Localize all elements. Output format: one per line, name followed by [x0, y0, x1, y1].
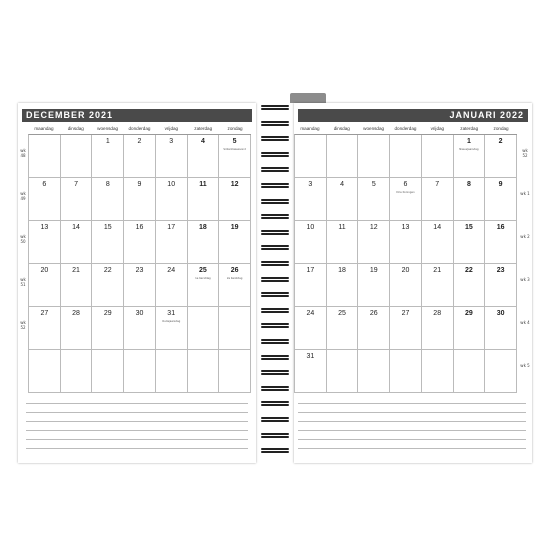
- day-cell[interactable]: [188, 221, 220, 264]
- day-cell[interactable]: [92, 264, 124, 307]
- day-number: 21: [433, 267, 442, 274]
- day-cell[interactable]: [422, 135, 454, 178]
- day-cell[interactable]: [188, 350, 220, 393]
- spiral-ring: [261, 167, 289, 173]
- day-cell[interactable]: [358, 264, 390, 307]
- day-cell[interactable]: [422, 350, 454, 393]
- day-number: 4: [200, 138, 205, 145]
- day-cell[interactable]: [485, 264, 517, 307]
- weekday-label: zaterdag: [460, 126, 479, 131]
- spiral-ring: [261, 401, 289, 407]
- day-cell[interactable]: [156, 178, 188, 221]
- day-cell[interactable]: [327, 264, 359, 307]
- day-number: 10: [306, 224, 315, 231]
- day-cell[interactable]: [390, 178, 422, 221]
- week-number: wk 5: [520, 363, 530, 368]
- day-number: 13: [401, 224, 410, 231]
- weekday-label: dinsdag: [67, 126, 84, 131]
- day-cell[interactable]: [295, 178, 327, 221]
- day-number: 16: [496, 224, 505, 231]
- day-cell[interactable]: [454, 350, 486, 393]
- day-cell[interactable]: [61, 178, 93, 221]
- day-cell[interactable]: [61, 135, 93, 178]
- day-cell[interactable]: [454, 307, 486, 350]
- day-cell[interactable]: [156, 135, 188, 178]
- spiral-ring: [261, 370, 289, 376]
- spiral-ring: [261, 183, 289, 189]
- day-cell[interactable]: [422, 221, 454, 264]
- holiday-note: 1e Kerstdag: [195, 277, 211, 280]
- weekday-label: vrijdag: [430, 126, 445, 131]
- day-number: 6: [42, 181, 47, 188]
- week-number: wk 2: [520, 234, 530, 239]
- day-number: 10: [167, 181, 176, 188]
- spiral-ring: [261, 136, 289, 142]
- weekday-label: vrijdag: [164, 126, 179, 131]
- day-number: 11: [338, 224, 346, 231]
- spiral-ring: [261, 323, 289, 329]
- day-number: 28: [72, 310, 80, 317]
- day-cell[interactable]: [295, 350, 327, 393]
- spiral-ring: [261, 292, 289, 298]
- day-number: 27: [40, 310, 49, 317]
- weekday-header: [294, 124, 517, 134]
- day-cell[interactable]: [390, 307, 422, 350]
- holiday-note: Sinterklaasavond: [223, 148, 246, 151]
- day-number: 19: [230, 224, 239, 231]
- day-number: 9: [137, 181, 142, 188]
- day-number: 26: [369, 310, 378, 317]
- day-number: 29: [103, 310, 112, 317]
- day-cell[interactable]: [124, 307, 156, 350]
- spiral-ring: [261, 355, 289, 361]
- day-cell[interactable]: [61, 264, 93, 307]
- day-cell[interactable]: [124, 135, 156, 178]
- day-cell[interactable]: [156, 307, 188, 350]
- day-cell[interactable]: [295, 264, 327, 307]
- weekday-label: donderdag: [128, 126, 151, 131]
- day-number: 17: [167, 224, 176, 231]
- day-cell[interactable]: [327, 178, 359, 221]
- spiral-ring: [261, 214, 289, 220]
- day-number: 15: [103, 224, 112, 231]
- day-number: 6: [403, 181, 408, 188]
- day-number: 31: [306, 353, 315, 360]
- day-cell[interactable]: [124, 221, 156, 264]
- day-number: 12: [230, 181, 239, 188]
- holiday-note: Nieuwjaarsdag: [459, 148, 479, 151]
- week-number: wk 51: [20, 277, 26, 287]
- day-number: 12: [369, 224, 378, 231]
- day-number: 26: [230, 267, 239, 274]
- day-cell[interactable]: [327, 350, 359, 393]
- day-cell[interactable]: [219, 264, 251, 307]
- day-number: 8: [466, 181, 471, 188]
- day-cell[interactable]: [156, 264, 188, 307]
- day-number: 16: [135, 224, 144, 231]
- week-number: wk 48: [20, 148, 26, 158]
- day-cell[interactable]: [295, 221, 327, 264]
- day-cell[interactable]: [390, 264, 422, 307]
- day-cell[interactable]: [358, 307, 390, 350]
- weekday-label: woensdag: [363, 126, 385, 131]
- month-title-december: DECEMBER 2021: [22, 109, 252, 122]
- day-number: 31: [167, 310, 176, 317]
- january-page: [294, 103, 532, 463]
- week-number: wk 1: [520, 191, 530, 196]
- weekday-label: zaterdag: [194, 126, 213, 131]
- day-cell[interactable]: [188, 135, 220, 178]
- day-cell[interactable]: [124, 350, 156, 393]
- day-cell[interactable]: [295, 307, 327, 350]
- day-number: 2: [137, 138, 142, 145]
- day-cell[interactable]: [188, 178, 220, 221]
- day-cell[interactable]: [92, 178, 124, 221]
- day-number: 21: [72, 267, 80, 274]
- spiral-ring: [261, 386, 289, 392]
- day-number: 24: [167, 267, 176, 274]
- day-number: 27: [401, 310, 410, 317]
- spiral-ring: [261, 152, 289, 158]
- week-number: wk 4: [520, 320, 530, 325]
- weekday-label: zondag: [493, 126, 509, 131]
- day-cell[interactable]: [156, 350, 188, 393]
- day-number: 18: [199, 224, 207, 231]
- day-number: 25: [338, 310, 346, 317]
- day-number: 3: [308, 181, 313, 188]
- day-cell[interactable]: [29, 264, 61, 307]
- spiral-ring: [261, 339, 289, 345]
- weekday-label: donderdag: [394, 126, 417, 131]
- spiral-ring: [261, 245, 289, 251]
- day-number: 7: [74, 181, 79, 188]
- day-number: 25: [199, 267, 207, 274]
- day-number: 22: [103, 267, 112, 274]
- day-number: 5: [371, 181, 376, 188]
- day-cell[interactable]: [29, 135, 61, 178]
- day-cell[interactable]: [29, 221, 61, 264]
- day-number: 4: [340, 181, 345, 188]
- day-number: 1: [105, 138, 110, 145]
- day-number: 19: [369, 267, 378, 274]
- day-cell[interactable]: [219, 307, 251, 350]
- spiral-ring: [261, 105, 289, 111]
- day-cell[interactable]: [92, 350, 124, 393]
- week-number: wk 52: [20, 320, 26, 330]
- day-cell[interactable]: [422, 307, 454, 350]
- day-number: 20: [401, 267, 410, 274]
- spiral-ring: [261, 277, 289, 283]
- day-number: 3: [169, 138, 174, 145]
- day-cell[interactable]: [219, 350, 251, 393]
- day-cell[interactable]: [422, 178, 454, 221]
- day-cell[interactable]: [358, 221, 390, 264]
- holiday-note: 2e Kerstdag: [226, 277, 243, 280]
- day-cell[interactable]: [92, 221, 124, 264]
- spiral-ring: [261, 230, 289, 236]
- day-cell[interactable]: [454, 221, 486, 264]
- day-cell[interactable]: [454, 264, 486, 307]
- day-number: 8: [105, 181, 110, 188]
- notes-lines: [26, 395, 248, 449]
- day-cell[interactable]: [295, 135, 327, 178]
- day-cell[interactable]: [454, 135, 486, 178]
- notes-lines: [298, 395, 526, 449]
- day-number: 18: [338, 267, 346, 274]
- day-number: 28: [433, 310, 442, 317]
- week-number: wk 49: [20, 191, 26, 201]
- day-number: 29: [465, 310, 473, 317]
- day-cell[interactable]: [156, 221, 188, 264]
- day-cell[interactable]: [422, 264, 454, 307]
- day-number: 17: [306, 267, 315, 274]
- day-cell[interactable]: [61, 307, 93, 350]
- day-number: 23: [135, 267, 144, 274]
- day-cell[interactable]: [61, 221, 93, 264]
- day-cell[interactable]: [454, 178, 486, 221]
- day-number: 24: [306, 310, 315, 317]
- weekday-label: dinsdag: [333, 126, 350, 131]
- day-cell[interactable]: [485, 307, 517, 350]
- weekday-label: woensdag: [97, 126, 119, 131]
- day-cell[interactable]: [29, 350, 61, 393]
- day-cell[interactable]: [390, 135, 422, 178]
- day-cell[interactable]: [358, 135, 390, 178]
- day-cell[interactable]: [92, 307, 124, 350]
- day-number: 2: [498, 138, 503, 145]
- day-cell[interactable]: [390, 350, 422, 393]
- bookmark-tab: [290, 93, 326, 103]
- day-cell[interactable]: [188, 307, 220, 350]
- spiral-ring: [261, 121, 289, 127]
- weekday-label: maandag: [300, 126, 320, 131]
- day-number: 20: [40, 267, 49, 274]
- weekday-header: [28, 124, 251, 134]
- day-cell[interactable]: [485, 178, 517, 221]
- day-number: 9: [498, 181, 503, 188]
- holiday-note: Drie Koningen: [396, 191, 415, 194]
- day-cell[interactable]: [485, 135, 517, 178]
- spiral-ring: [261, 417, 289, 423]
- day-number: 14: [72, 224, 80, 231]
- spiral-ring: [261, 308, 289, 314]
- day-number: 7: [435, 181, 440, 188]
- week-number: wk 3: [520, 277, 530, 282]
- day-number: 23: [496, 267, 505, 274]
- day-cell[interactable]: [61, 350, 93, 393]
- day-number: 30: [135, 310, 144, 317]
- day-cell[interactable]: [327, 307, 359, 350]
- calendar-grid: [294, 134, 517, 393]
- day-number: 1: [466, 138, 471, 145]
- day-cell[interactable]: [29, 178, 61, 221]
- december-page: [18, 103, 256, 463]
- day-cell[interactable]: [219, 135, 251, 178]
- week-number: wk 50: [20, 234, 26, 244]
- spiral-binding: [258, 104, 292, 464]
- day-number: 11: [199, 181, 207, 188]
- day-number: 5: [232, 138, 237, 145]
- day-number: 22: [465, 267, 473, 274]
- day-number: 15: [465, 224, 473, 231]
- day-cell[interactable]: [29, 307, 61, 350]
- week-number: wk 52: [522, 148, 528, 158]
- day-cell[interactable]: [188, 264, 220, 307]
- day-cell[interactable]: [327, 221, 359, 264]
- day-number: 14: [433, 224, 442, 231]
- weekday-label: zondag: [227, 126, 243, 131]
- day-number: 30: [496, 310, 505, 317]
- spiral-ring: [261, 199, 289, 205]
- spiral-ring: [261, 261, 289, 267]
- spiral-ring: [261, 433, 289, 439]
- day-cell[interactable]: [124, 264, 156, 307]
- day-cell[interactable]: [219, 221, 251, 264]
- day-cell[interactable]: [358, 350, 390, 393]
- day-cell[interactable]: [485, 350, 517, 393]
- spiral-ring: [261, 448, 289, 454]
- day-cell[interactable]: [390, 221, 422, 264]
- day-cell[interactable]: [485, 221, 517, 264]
- day-cell[interactable]: [358, 178, 390, 221]
- month-title-january: JANUARI 2022: [298, 109, 528, 122]
- calendar-grid: [28, 134, 251, 393]
- day-number: 13: [40, 224, 49, 231]
- day-cell[interactable]: [92, 135, 124, 178]
- day-cell[interactable]: [219, 178, 251, 221]
- holiday-note: Oudejaarsdag: [162, 320, 181, 323]
- day-cell[interactable]: [327, 135, 359, 178]
- weekday-label: maandag: [34, 126, 54, 131]
- day-cell[interactable]: [124, 178, 156, 221]
